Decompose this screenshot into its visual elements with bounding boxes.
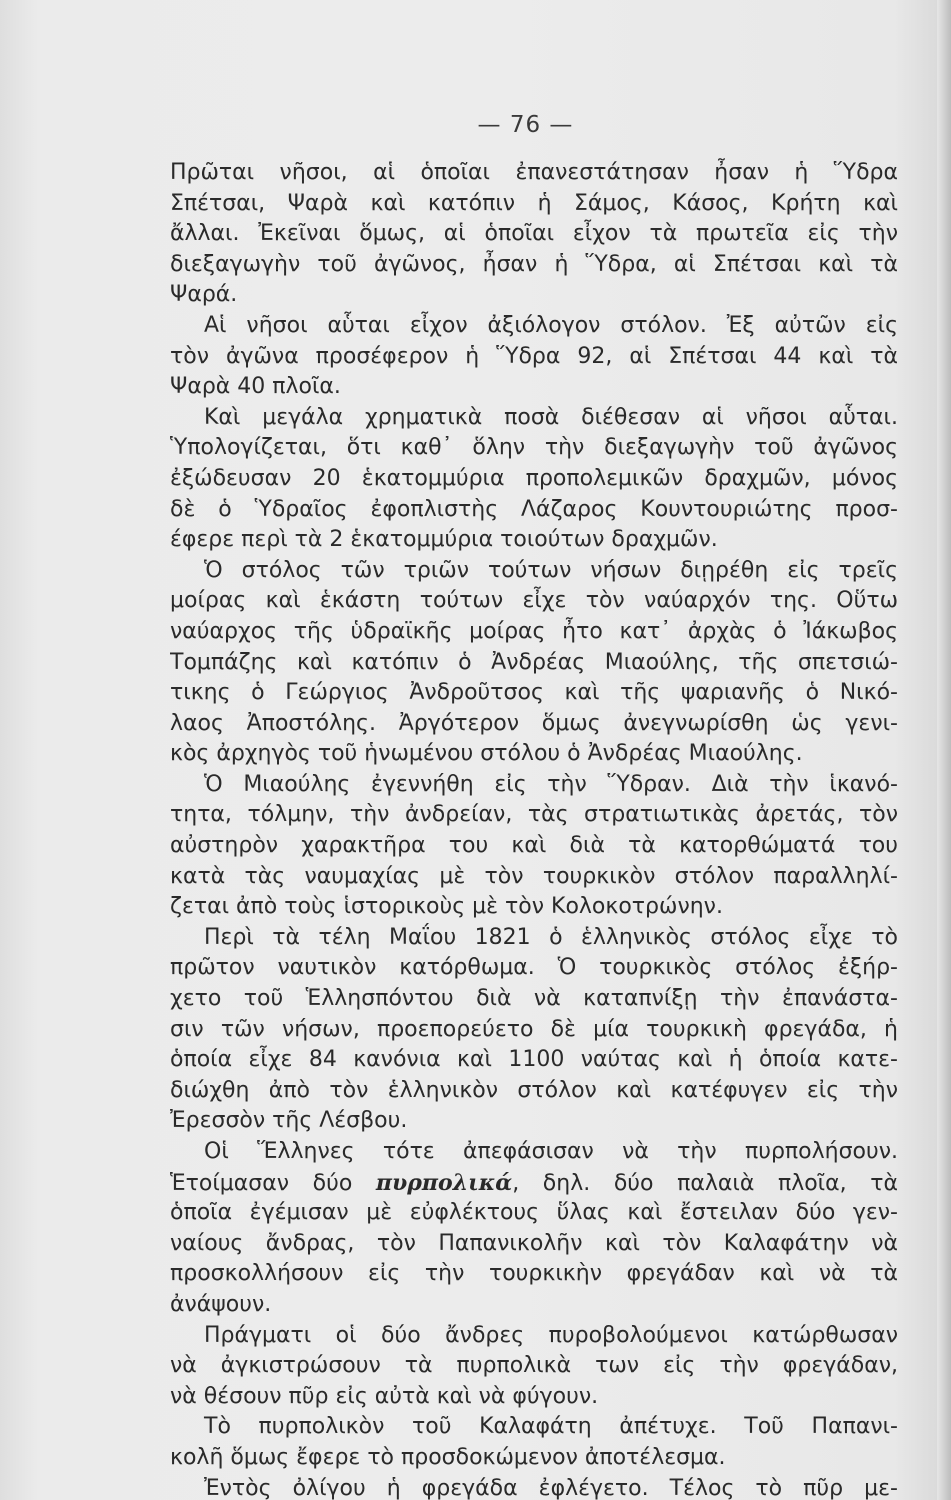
text-line: ἀνάψουν. xyxy=(170,1291,272,1317)
page-edge-shadow xyxy=(937,0,951,1500)
text-line: ζεται ἀπὸ τοὺς ἱστορικοὺς μὲ τὸν Κολοκοτρώνην. xyxy=(170,894,723,920)
text-line: νὰ θέσουν πῦρ εἰς αὐτὰ καὶ νὰ φύγουν. xyxy=(170,1383,599,1409)
text-line: ναίους ἄνδρας, τὸν Παπανικολῆν καὶ τὸν Καλαφάτην νὰ xyxy=(170,1230,898,1256)
text-line: Σπέτσαι, Ψαρὰ καὶ κατόπιν ἡ Σάμος, Κάσος, Κρήτη καὶ xyxy=(170,190,898,216)
text-line: ναύαρχος τῆς ὑδραϊκῆς μοίρας ἦτο κατ᾽ ἀρχὰς ὁ Ἰάκωβος xyxy=(170,618,898,644)
text-line: ὁποία εἶχε 84 κανόνια καὶ 1100 ναύτας καὶ ἡ ὁποία κατε- xyxy=(170,1047,898,1073)
text-line: Τομπάζης καὶ κατόπιν ὁ Ἀνδρέας Μιαούλης, τῆς σπετσιώ- xyxy=(170,649,898,675)
text-line: χετο τοῦ Ἑλλησπόντου διὰ νὰ καταπνίξῃ τὴν ἐπανάστα- xyxy=(170,986,898,1012)
text-line: Καὶ μεγάλα χρηματικὰ ποσὰ διέθεσαν αἱ νῆσοι αὗται. xyxy=(204,404,898,430)
text-line: σιν τῶν νήσων, προεπορεύετο δὲ μία τουρκικὴ φρεγάδα, ἡ xyxy=(170,1016,898,1042)
body-text xyxy=(170,158,898,1500)
text-line: προσκολλήσουν εἰς τὴν τουρκικὴν φρεγάδαν καὶ νὰ τὰ xyxy=(170,1261,898,1287)
text-line: Περὶ τὰ τέλη Μαΐου 1821 ὁ ἑλληνικὸς στόλος εἶχε τὸ xyxy=(204,924,898,950)
text-line: ἄλλαι. Ἐκεῖναι ὅμως, αἱ ὁποῖαι εἶχον τὰ πρωτεῖα εἰς τὴν xyxy=(170,221,898,247)
text-line: Ψαρά. xyxy=(170,282,238,308)
text-line: αὐστηρὸν χαρακτῆρα του καὶ διὰ τὰ κατορθώματά του xyxy=(170,833,898,859)
text-line: διώχθη ἀπὸ τὸν ἑλληνικὸν στόλον καὶ κατέφυγεν εἰς τὴν xyxy=(170,1077,898,1103)
text-fragment: Ἑτοίμασαν δύο xyxy=(170,1170,376,1196)
text-line: τητα, τόλμην, τὴν ἀνδρείαν, τὰς στρατιωτικὰς ἀρετάς, τὸν xyxy=(170,802,898,828)
text-line: ὁποῖα ἐγέμισαν μὲ εὐφλέκτους ὕλας καὶ ἔστειλαν δύο γεν- xyxy=(170,1200,898,1226)
page-number: — 76 — xyxy=(477,112,574,138)
text-line: Ὁ στόλος τῶν τριῶν τούτων νήσων διῃρέθη εἰς τρεῖς xyxy=(204,557,898,583)
text-line: Ἐρεσσὸν τῆς Λέσβου. xyxy=(170,1108,408,1134)
text-line: διεξαγωγὴν τοῦ ἀγῶνος, ἦσαν ἡ Ὕδρα, αἱ Σπέτσαι καὶ τὰ xyxy=(170,251,898,277)
text-line: Τὸ πυρπολικὸν τοῦ Καλαφάτη ἀπέτυχε. Τοῦ Παπανι- xyxy=(204,1414,898,1440)
text-line: Ὑπολογίζεται, ὅτι καθ᾽ ὅλην τὴν διεξαγωγὴν τοῦ ἀγῶνος xyxy=(170,435,898,461)
text-line: Οἱ Ἕλληνες τότε ἀπεφάσισαν νὰ τὴν πυρπολήσουν. xyxy=(204,1139,898,1164)
text-line: Πρῶται νῆσοι, αἱ ὁποῖαι ἐπανεστάτησαν ἦσαν ἡ Ὕδρα xyxy=(170,160,898,185)
text-line: έφερε περὶ τὰ 2 ἑκατομμύρια τοιούτων δραχμῶν. xyxy=(170,527,718,553)
text-line: δὲ ὁ Ὑδραῖος ἐφοπλιστὴς Λάζαρος Κουντουριώτης προσ- xyxy=(170,496,898,522)
text-line: Ἐντὸς ὀλίγου ἡ φρεγάδα ἐφλέγετο. Τέλος τὸ πῦρ με- xyxy=(204,1475,898,1500)
text-line: Ὁ Μιαούλης ἐγεννήθη εἰς τὴν Ὕδραν. Διὰ τὴν ἱκανό- xyxy=(204,771,898,797)
text-line-mixed xyxy=(170,1168,898,1199)
text-line: τικης ὁ Γεώργιος Ἀνδροῦτσος καὶ τῆς ψαριανῆς ὁ Νικό- xyxy=(170,680,898,706)
text-line: νὰ ἀγκιστρώσουν τὰ πυρπολικὰ των εἰς τὴν φρεγάδαν, xyxy=(170,1353,898,1379)
text-line: κολῆ ὅμως ἔφερε τὸ προσδοκώμενον ἀποτέλεσμα. xyxy=(170,1444,726,1470)
text-line: τὸν ἀγῶνα προσέφερον ἡ Ὕδρα 92, αἱ Σπέτσαι 44 καὶ τὰ xyxy=(170,343,898,369)
text-line: μοίρας καὶ ἑκάστη τούτων εἶχε τὸν ναύαρχόν της. Οὕτω xyxy=(170,588,898,614)
text-line: Πράγματι οἱ δύο ἄνδρες πυροβολούμενοι κατώρθωσαν xyxy=(204,1322,898,1348)
text-line: κατὰ τὰς ναυμαχίας μὲ τὸν τουρκικὸν στόλον παραλληλί- xyxy=(170,863,898,889)
text-line: ἐξώδευσαν 20 ἑκατομμύρια προπολεμικῶν δραχμῶν, μόνος xyxy=(170,465,898,491)
text-line: κὸς ἀρχηγὸς τοῦ ἡνωμένου στόλου ὁ Ἀνδρέας Μιαούλης. xyxy=(170,741,803,767)
text-line: Αἱ νῆσοι αὗται εἶχον ἀξιόλογον στόλον. Ἐξ αὐτῶν εἰς xyxy=(204,312,898,338)
text-line: πρῶτον ναυτικὸν κατόρθωμα. Ὁ τουρκικὸς στόλος ἐξήρ- xyxy=(170,955,898,981)
text-line: λαος Ἀποστόλης. Ἀργότερον ὅμως ἀνεγνωρίσθη ὡς γενι- xyxy=(170,710,898,736)
text-fragment: , δηλ. δύο παλαιὰ πλοῖα, τὰ xyxy=(512,1170,898,1196)
text-line: Ψαρὰ 40 πλοῖα. xyxy=(170,374,341,400)
emphasized-word: πυρπολικά xyxy=(375,1169,513,1196)
